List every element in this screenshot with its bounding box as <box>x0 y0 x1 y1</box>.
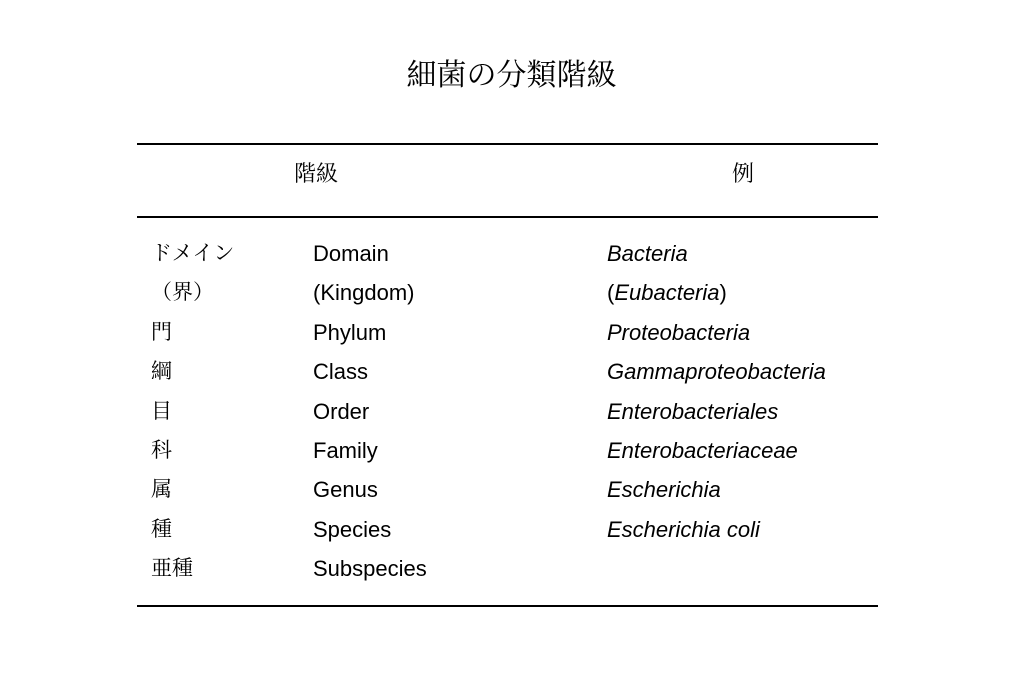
rank-example: Escherichia <box>607 477 721 503</box>
rank-example: Proteobacteria <box>607 319 751 345</box>
taxonomy-table-body <box>0 234 1023 589</box>
rank-english: Phylum <box>313 319 387 345</box>
table-row <box>0 470 1023 509</box>
column-header-rank: 階級 <box>293 162 338 187</box>
rank-japanese: 門 <box>151 319 172 344</box>
rank-example: Bacteria <box>607 241 688 266</box>
rank-english: (Kingdom) <box>313 280 415 306</box>
rank-example: Escherichia coli <box>607 516 760 542</box>
table-bottom-rule <box>137 605 878 607</box>
table-row <box>0 234 1023 273</box>
table-header-rule <box>137 216 878 218</box>
table-top-rule <box>137 143 878 145</box>
rank-japanese: 種 <box>151 516 172 541</box>
rank-english: Domain <box>313 241 389 266</box>
rank-japanese: （界） <box>151 280 214 305</box>
rank-example: (Eubacteria) <box>607 280 727 306</box>
rank-example: Enterobacteriales <box>607 398 779 424</box>
rank-japanese: 科 <box>151 437 172 462</box>
table-row <box>0 313 1023 352</box>
page-title: 細菌の分類階級 <box>406 58 617 93</box>
table-row <box>0 431 1023 470</box>
rank-english: Family <box>313 437 378 463</box>
rank-japanese: 亜種 <box>151 556 193 581</box>
rank-english: Subspecies <box>313 556 427 582</box>
table-row <box>0 273 1023 312</box>
rank-english: Class <box>313 359 369 385</box>
rank-japanese: 綱 <box>151 359 172 384</box>
rank-example: Gammaproteobacteria <box>607 359 826 385</box>
rank-english: Genus <box>313 477 378 503</box>
table-row <box>0 392 1023 431</box>
rank-example: Enterobacteriaceae <box>607 437 798 463</box>
rank-japanese: 目 <box>151 398 172 423</box>
rank-japanese: ドメイン <box>151 241 235 265</box>
table-row <box>0 549 1023 588</box>
table-row <box>0 510 1023 549</box>
rank-japanese: 属 <box>151 477 172 502</box>
table-row <box>0 352 1023 391</box>
rank-english: Order <box>313 398 370 424</box>
rank-english: Species <box>313 516 392 542</box>
column-header-example: 例 <box>731 162 754 187</box>
